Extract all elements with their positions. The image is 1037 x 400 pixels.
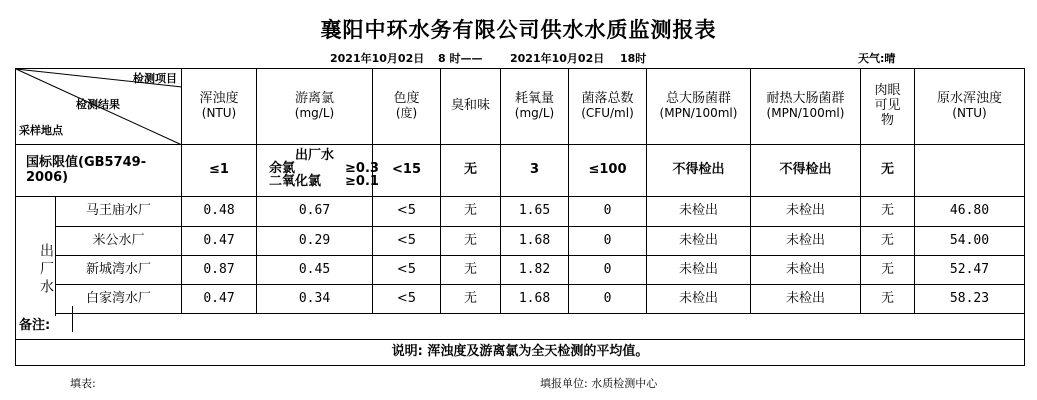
table-row [16, 227, 1025, 256]
cell-turbidity: 0.47 [182, 227, 257, 256]
report-title: 襄阳中环水务有限公司供水水质监测报表 [320, 18, 717, 42]
cell-oxygen: 1.68 [501, 285, 569, 314]
limit-visible: 无 [861, 145, 915, 197]
cell-chlorine: 0.67 [257, 197, 373, 227]
limit-coliform: 不得检出 [647, 145, 751, 197]
limit-oxygen: 3 [501, 145, 569, 197]
col-header-odor: 臭和味 [441, 69, 501, 145]
end-date: 2021年10月02日 [510, 52, 605, 65]
cell-color: <5 [373, 256, 441, 285]
col-header-color: 色度 (度) [373, 69, 441, 145]
limit-thermo-coliform: 不得检出 [751, 145, 861, 197]
cell-colony: 0 [569, 197, 647, 227]
col-header-turbidity: 浑浊度 (NTU) [182, 69, 257, 145]
cell-odor: 无 [441, 285, 501, 314]
limit-odor: 无 [441, 145, 501, 197]
cell-raw-turbidity: 46.80 [915, 197, 1025, 227]
start-date: 2021年10月02日 [330, 52, 425, 65]
col-header-raw-turbidity: 原水浑浊度 (NTU) [915, 69, 1025, 145]
corner-result-label: 检测结果 [76, 98, 120, 111]
cell-odor: 无 [441, 227, 501, 256]
cell-thermo-coliform: 未检出 [751, 227, 861, 256]
cell-coliform: 未检出 [647, 285, 751, 314]
limits-label: 国标限值(GB5749-2006) [16, 145, 182, 197]
cell-raw-turbidity: 54.00 [915, 227, 1025, 256]
cell-colony: 0 [569, 256, 647, 285]
cell-color: <5 [373, 285, 441, 314]
cell-thermo-coliform: 未检出 [751, 197, 861, 227]
cell-oxygen: 1.65 [501, 197, 569, 227]
cell-chlorine: 0.34 [257, 285, 373, 314]
cell-oxygen: 1.68 [501, 227, 569, 256]
cell-visible: 无 [861, 197, 915, 227]
cell-colony: 0 [569, 227, 647, 256]
cell-chlorine: 0.29 [257, 227, 373, 256]
corner-site-label: 采样地点 [19, 124, 63, 137]
plant-name: 新城湾水厂 [85, 261, 151, 277]
cell-oxygen: 1.82 [501, 256, 569, 285]
plant-name: 米公水厂 [92, 232, 145, 248]
col-header-chlorine: 游离氯 (mg/L) [257, 69, 373, 145]
limit-raw-turbidity [915, 145, 1025, 197]
limit-color: <15 [373, 145, 441, 197]
note-label: 备注: [19, 318, 51, 334]
limit-turbidity: ≤1 [182, 145, 257, 197]
water-quality-table [15, 68, 1025, 366]
cell-odor: 无 [441, 197, 501, 227]
cell-color: <5 [373, 197, 441, 227]
cell-color: <5 [373, 227, 441, 256]
note-cell [16, 314, 1025, 340]
plant-name: 马王庙水厂 [85, 203, 151, 219]
cell-colony: 0 [569, 285, 647, 314]
limit-colony: ≤100 [569, 145, 647, 197]
remark-row [16, 340, 1025, 366]
cell-thermo-coliform: 未检出 [751, 285, 861, 314]
table-row [16, 197, 1025, 227]
cell-visible: 无 [861, 285, 915, 314]
cell-thermo-coliform: 未检出 [751, 256, 861, 285]
corner-item-label: 检测项目 [133, 72, 177, 85]
cell-raw-turbidity: 52.47 [915, 256, 1025, 285]
weather: 天气:晴 [858, 52, 896, 65]
table-row [16, 256, 1025, 285]
limit-chlorine: 出厂水 余氯 ≥0.3 二氧化氯 ≥0.1 [257, 145, 373, 197]
cell-coliform: 未检出 [647, 256, 751, 285]
end-time: 18时 [620, 52, 647, 65]
header-row [16, 69, 1025, 145]
col-header-oxygen: 耗氧量 (mg/L) [501, 69, 569, 145]
cell-raw-turbidity: 58.23 [915, 285, 1025, 314]
col-header-thermo-coliform: 耐热大肠菌群 (MPN/100ml) [751, 69, 861, 145]
cell-coliform: 未检出 [647, 227, 751, 256]
cell-coliform: 未检出 [647, 197, 751, 227]
col-header-coliform: 总大肠菌群 (MPN/100ml) [647, 69, 751, 145]
filler-label: 填表: [70, 377, 96, 390]
reporting-unit: 填报单位: 水质检测中心 [540, 377, 658, 390]
start-time: 8 时—— [438, 52, 483, 65]
cell-turbidity: 0.87 [182, 256, 257, 285]
cell-turbidity: 0.48 [182, 197, 257, 227]
plant-name: 白家湾水厂 [85, 290, 151, 306]
note-row [16, 314, 1025, 340]
cell-visible: 无 [861, 256, 915, 285]
cell-chlorine: 0.45 [257, 256, 373, 285]
col-header-colony: 菌落总数 (CFU/ml) [569, 69, 647, 145]
cell-odor: 无 [441, 256, 501, 285]
corner-cell [16, 69, 182, 145]
limits-row [16, 145, 1025, 197]
remark-cell: 说明: 浑浊度及游离氯为全天检测的平均值。 [16, 340, 1025, 366]
cell-turbidity: 0.47 [182, 285, 257, 314]
cell-visible: 无 [861, 227, 915, 256]
plant-group-label: 出厂水 [16, 197, 56, 316]
table-row [16, 285, 1025, 314]
col-header-visible: 肉眼可见物 [861, 69, 915, 145]
